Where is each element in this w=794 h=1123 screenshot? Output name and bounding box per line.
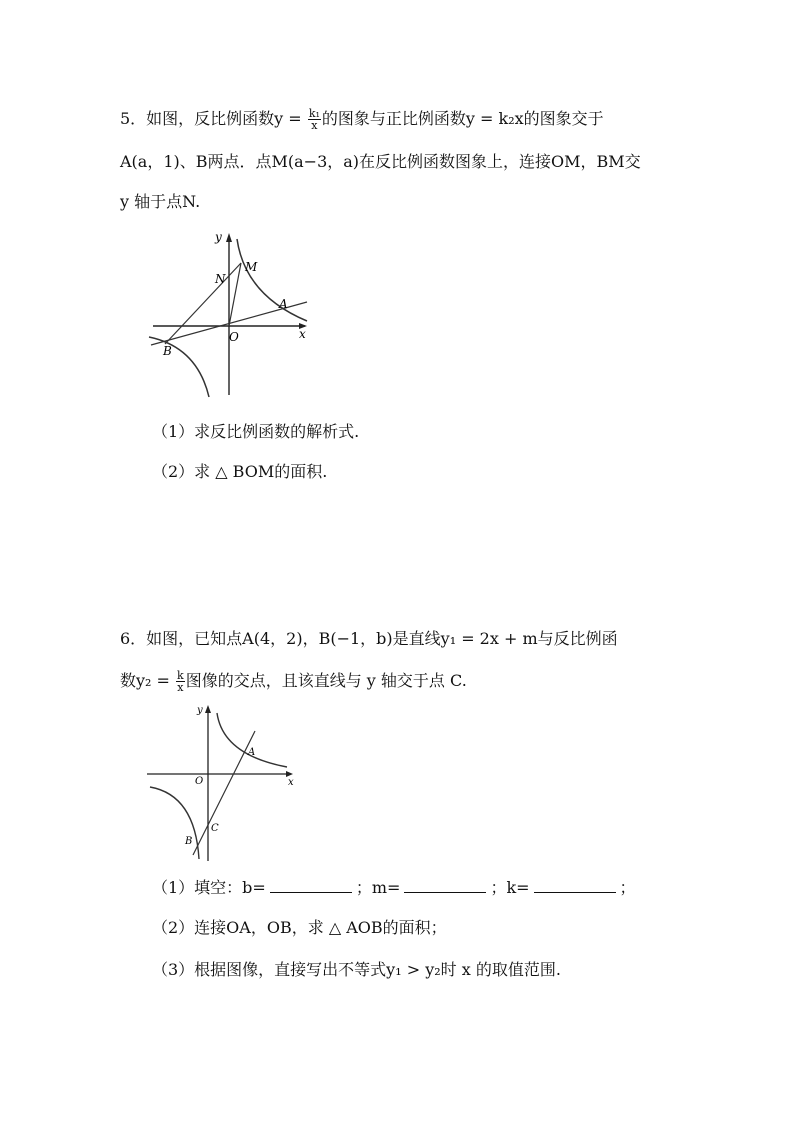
q6-fraction-numerator: k (177, 669, 184, 682)
answer-blank-b[interactable] (270, 878, 352, 893)
q5-fraction (308, 108, 321, 131)
q6-fraction (176, 670, 185, 693)
q5-hyperbola-branch-1 (237, 239, 307, 321)
q6-fraction-denominator: x (177, 681, 184, 694)
q5-line-3: y 轴于点N. (120, 192, 201, 211)
q6-line-1: 6．如图，已知点A(4，2)，B(−1，b)是直线y₁ = 2x + m与反比例函 (120, 629, 618, 648)
q5-line-2: A(a，1)、B两点．点M(a−3，a)在反比例函数图象上，连接OM，BM交 (120, 152, 641, 171)
q5-sub-question-1: （1）求反比例函数的解析式. (152, 422, 360, 441)
q6-sub-question-1 (152, 878, 636, 898)
q5-label-m: M (245, 260, 258, 274)
q6-y-arrow-icon (205, 705, 211, 713)
q6-hyperbola-branch-1 (217, 713, 287, 767)
q6-line-2-pre: 数y₂ = (120, 671, 176, 690)
q5-y-arrow-icon (226, 233, 232, 242)
q6-sub1-m-label: ；m= (355, 878, 401, 897)
q5-line-1-post: 的图象与正比例函数y = k₂x的图象交于 (321, 109, 604, 128)
q6-line-y1 (193, 731, 255, 855)
q6-sub1-end: ； (619, 878, 636, 897)
q5-line-1-pre: 5．如图，反比例函数y = (120, 109, 307, 128)
answer-blank-k[interactable] (534, 878, 616, 893)
q6-label-c: C (211, 823, 219, 834)
q6-line-2-post: 图像的交点，且该直线与 y 轴交于点 C. (185, 671, 467, 690)
q6-label-y: y (197, 705, 203, 716)
q6-label-a: A (248, 747, 256, 758)
q6-sub-question-3: （3）根据图像，直接写出不等式y₁ > y₂时 x 的取值范围. (152, 960, 561, 979)
q6-figure (145, 703, 300, 863)
q6-sub1-b-label: （1）填空：b= (152, 878, 266, 897)
q6-sub1-k-label: ；k= (490, 878, 530, 897)
q5-label-x: x (299, 327, 306, 341)
q6-label-b: B (185, 836, 193, 847)
q5-label-n: N (215, 272, 226, 286)
q5-label-o: O (229, 330, 239, 344)
q5-label-y: y (215, 230, 222, 244)
q5-label-b: B (163, 344, 172, 358)
q5-segment-om (229, 263, 241, 326)
q5-sub-question-2: （2）求 △ BOM的面积. (152, 462, 328, 481)
q6-hyperbola-branch-3 (150, 787, 199, 859)
q5-fraction-denominator: x (311, 119, 318, 132)
q6-label-o: O (195, 776, 204, 787)
q6-label-x: x (288, 777, 294, 788)
q5-fraction-numerator: k₁ (308, 107, 320, 120)
q5-label-a: A (279, 297, 288, 311)
q6-sub-question-2: （2）连接OA，OB，求 △ AOB的面积； (152, 918, 447, 937)
answer-blank-m[interactable] (404, 878, 486, 893)
q5-figure (145, 225, 315, 400)
q5-hyperbola-branch-3 (149, 337, 209, 397)
q5-line-1 (120, 108, 604, 131)
q6-line-2 (120, 670, 467, 693)
